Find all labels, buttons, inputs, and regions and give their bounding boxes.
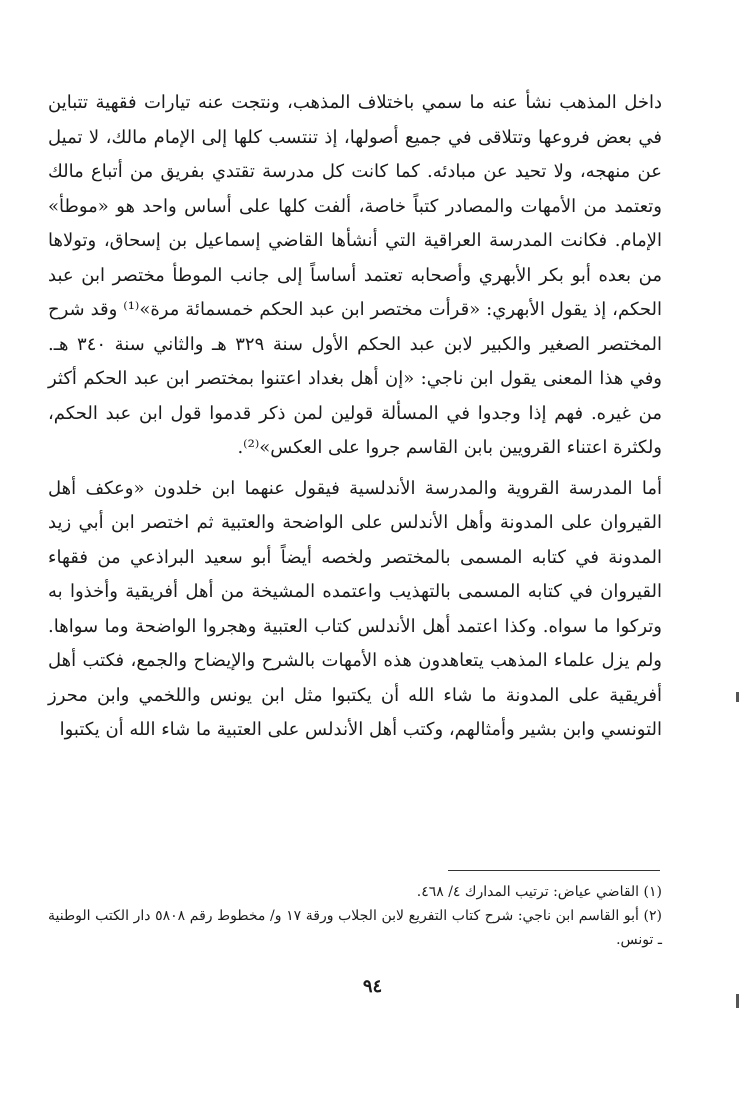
footnotes [48,880,662,952]
scan-edge-mark [736,994,739,1008]
main-text [48,86,662,748]
scan-edge-mark [736,692,739,702]
page-number: ٩٤ [362,976,383,997]
body-paragraph: داخل المذهب نشأ عنه ما سمي باختلاف المذهب، ونتجت عنه تيارات فقهية تتباين في بعض فروعها وتتلاقى في جميع أصولها، إذ تنتسب كلها إلى الإمام مالك، لا تميل عن منهجه، ولا تحيد عن مبادئه. كما كانت كل مدرسة تقتدي بفريق من أتباع مالك وتعتمد من الأمهات والمصادر كتباً خاصة، ألفت كلها على أساس واحد هو «موطأ» الإمام. فكانت المدرسة العراقية التي أنشأها القاضي إسماعيل بن إسحاق، وتولاها من بعده أبو بكر الأبهري وأصحابه تعتمد أساساً إلى جانب الموطأ مختصر ابن عبد الحكم، إذ يقول الأبهري: «قرأت مختصر ابن عبد الحكم خمسمائة مرة»⁽¹⁾ وقد شرح المختصر الصغير والكبير لابن عبد الحكم الأول سنة ٣٢٩ هـ والثاني سنة ٣٤٠ هـ. وفي هذا المعنى يقول ابن ناجي: «إن أهل بغداد اعتنوا بمختصر ابن عبد الحكم أكثر من غيره. فهم إذا وجدوا في المسألة قولين لمن ذكر قدموا قول ابن عبد الحكم، ولكثرة اعتناء القرويين بابن القاسم جروا على العكس»⁽²⁾. [48,92,662,458]
footnote: (١) القاضي عياض: ترتيب المدارك ٤/ ٤٦٨. [416,884,662,900]
footnote-separator [448,870,660,871]
body-paragraph: أما المدرسة القروية والمدرسة الأندلسية فيقول عنهما ابن خلدون «وعكف أهل القيروان على المدونة وأهل الأندلس على الواضحة والعتبية ثم اختصر ابن أبي زيد المدونة في كتابه المسمى بالمختصر ولخصه أيضاً أبو سعيد البراذعي من فقهاء القيروان في كتابه المسمى بالتهذيب واعتمده المشيخة من أهل أفريقية وأخذوا به وتركوا ما سواه. وكذا اعتمد أهل الأندلس كتاب العتبية وهجروا الواضحة وما سواها. ولم يزل علماء المذهب يتعاهدون هذه الأمهات بالشرح والإيضاح والجمع، فكتب أهل أفريقية على المدونة ما شاء الله أن يكتبوا مثل ابن يونس واللخمي وابن محرز التونسي وابن بشير وأمثالهم، وكتب أهل الأندلس على العتبية ما شاء الله أن يكتبوا [48,477,662,740]
footnote: (٢) أبو القاسم ابن ناجي: شرح كتاب التفريع لابن الجلاب ورقة ١٧ و/ مخطوط رقم ٥٨٠٨ دار الكتب الوطنية ـ تونس. [48,908,662,948]
